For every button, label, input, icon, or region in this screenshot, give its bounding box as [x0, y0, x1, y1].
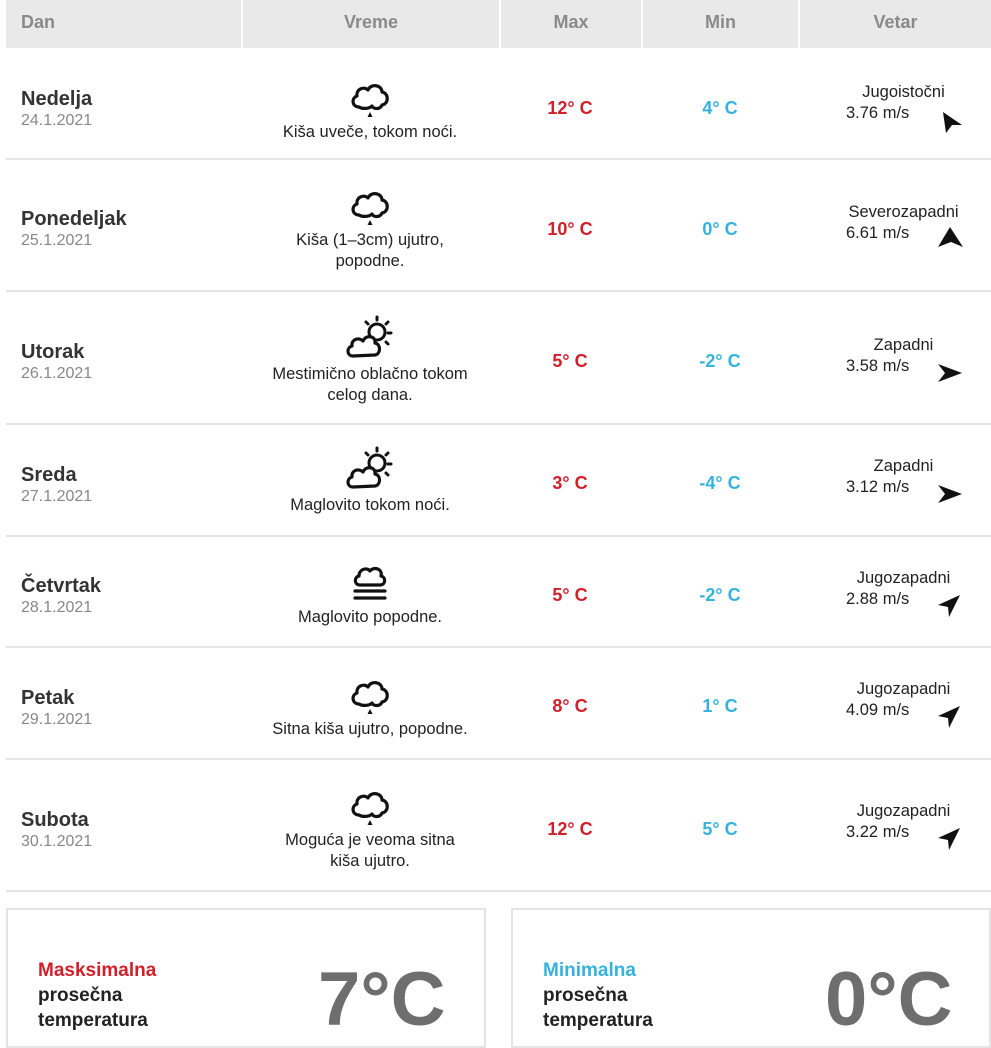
arrow-southeast-icon — [939, 109, 965, 135]
min-temp: -2° C — [699, 351, 741, 371]
wind-direction: Jugozapadni — [856, 569, 951, 587]
wind-speed: 6.61 m/s — [846, 224, 910, 242]
arrow-east-icon — [936, 483, 964, 505]
min-temp: 1° C — [702, 696, 738, 716]
max-temp: 12° C — [547, 98, 593, 118]
day-cell — [21, 687, 92, 729]
max-average-value: 7°C — [318, 957, 446, 1042]
min-average-value: 0°C — [825, 957, 953, 1042]
header-min: Min — [641, 0, 798, 48]
day-cell — [21, 341, 92, 383]
max-temp: 3° C — [552, 473, 588, 493]
weather-description: Kiša uveče, tokom noći. — [282, 123, 458, 141]
weather-description-line: Kiša (1–3cm) ujutro, — [296, 231, 444, 249]
min-temp: -4° C — [699, 473, 741, 493]
wind-cell — [836, 336, 971, 376]
day-name: Subota — [21, 809, 89, 831]
weather-description: Maglovito tokom noći. — [290, 496, 450, 514]
weather-cell — [241, 182, 499, 272]
day-cell — [21, 88, 92, 130]
day-name: Sreda — [21, 464, 77, 486]
weather-description-line: popodne. — [335, 252, 405, 270]
wind-cell — [836, 457, 971, 497]
max-temp: 10° C — [547, 219, 593, 239]
min-temp: 5° C — [702, 819, 738, 839]
weather-cell — [241, 74, 499, 143]
weather-description — [241, 230, 499, 272]
weather-description-line: celog dana. — [327, 386, 413, 404]
table-row[interactable] — [6, 760, 991, 892]
wind-speed: 4.09 m/s — [846, 701, 910, 719]
weather-description-line: Mestimično oblačno tokom — [272, 365, 468, 383]
weather-cell — [241, 561, 499, 628]
wind-cell — [836, 569, 971, 609]
day-date: 26.1.2021 — [21, 365, 93, 382]
rain-cloud-icon — [347, 782, 393, 828]
max-average-text: temperatura — [38, 1010, 148, 1031]
table-row[interactable] — [6, 48, 991, 160]
day-date: 25.1.2021 — [21, 232, 93, 249]
wind-speed: 3.22 m/s — [846, 823, 910, 841]
weather-cell — [241, 782, 499, 872]
table-row[interactable] — [6, 425, 991, 537]
wind-direction: Zapadni — [873, 336, 934, 354]
day-date: 30.1.2021 — [21, 833, 93, 850]
wind-direction: Jugoistočni — [862, 83, 945, 101]
wind-cell — [836, 802, 971, 842]
wind-cell — [836, 83, 971, 123]
fog-icon — [348, 561, 392, 605]
weather-description-line: kiša ujutro. — [330, 852, 410, 870]
forecast-table — [6, 0, 991, 892]
weather-description: Maglovito popodne. — [297, 608, 443, 626]
table-row[interactable] — [6, 160, 991, 292]
day-name: Ponedeljak — [21, 208, 127, 230]
table-row[interactable] — [6, 537, 991, 648]
min-temp: -2° C — [699, 585, 741, 605]
day-cell — [21, 809, 92, 851]
day-cell — [21, 464, 92, 506]
max-average-text: prosečna — [38, 985, 123, 1006]
max-average-accent: Masksimalna — [38, 960, 157, 981]
min-average-card — [511, 908, 991, 1048]
rain-cloud-icon — [347, 671, 393, 717]
arrow-northeast-icon — [936, 704, 962, 730]
max-temp: 5° C — [552, 351, 588, 371]
day-name: Četvrtak — [21, 575, 102, 597]
wind-cell — [836, 680, 971, 720]
wind-speed: 3.12 m/s — [846, 478, 910, 496]
wind-speed: 3.76 m/s — [846, 104, 910, 122]
day-date: 27.1.2021 — [21, 488, 93, 505]
table-header — [6, 0, 991, 48]
wind-speed: 2.88 m/s — [846, 590, 910, 608]
wind-speed: 3.58 m/s — [846, 357, 910, 375]
wind-direction: Jugozapadni — [856, 802, 951, 820]
min-temp: 4° C — [702, 98, 738, 118]
weather-description — [241, 830, 499, 872]
table-row[interactable] — [6, 648, 991, 760]
weather-description — [241, 364, 499, 406]
wind-direction: Severozapadni — [848, 203, 959, 221]
day-cell — [21, 208, 127, 250]
max-temp: 5° C — [552, 585, 588, 605]
min-temp: 0° C — [702, 219, 738, 239]
day-name: Utorak — [21, 341, 85, 363]
day-date: 29.1.2021 — [21, 711, 93, 728]
wind-cell — [836, 203, 971, 243]
rain-cloud-icon — [347, 74, 393, 120]
header-max: Max — [499, 0, 641, 48]
arrow-northeast-icon — [936, 826, 962, 852]
day-name: Nedelja — [21, 88, 93, 110]
partly-cloudy-icon — [344, 314, 396, 362]
partly-cloudy-icon — [344, 445, 396, 493]
table-row[interactable] — [6, 292, 991, 425]
min-average-text: prosečna — [543, 985, 628, 1006]
min-average-text: temperatura — [543, 1010, 653, 1031]
arrow-east-icon — [936, 362, 964, 384]
weather-description-line: Moguća je veoma sitna — [285, 831, 455, 849]
day-date: 28.1.2021 — [21, 599, 93, 616]
day-cell — [21, 575, 101, 617]
weather-cell — [241, 445, 499, 516]
max-average-card — [6, 908, 486, 1048]
rain-cloud-icon — [347, 182, 393, 228]
header-dan: Dan — [21, 12, 56, 32]
wind-direction: Jugozapadni — [856, 680, 951, 698]
min-average-accent: Minimalna — [543, 960, 636, 981]
weather-cell — [241, 671, 499, 740]
min-average-label — [543, 958, 653, 1033]
header-vetar: Vetar — [798, 0, 991, 48]
max-temp: 8° C — [552, 696, 588, 716]
arrow-northwest-icon — [936, 225, 964, 249]
day-date: 24.1.2021 — [21, 112, 93, 129]
arrow-northeast-icon — [936, 593, 962, 619]
max-temp: 12° C — [547, 819, 593, 839]
weather-cell — [241, 314, 499, 406]
weather-description: Sitna kiša ujutro, popodne. — [272, 720, 468, 738]
header-vreme: Vreme — [241, 0, 499, 48]
day-name: Petak — [21, 687, 75, 709]
wind-direction: Zapadni — [873, 457, 934, 475]
max-average-label — [38, 958, 156, 1033]
